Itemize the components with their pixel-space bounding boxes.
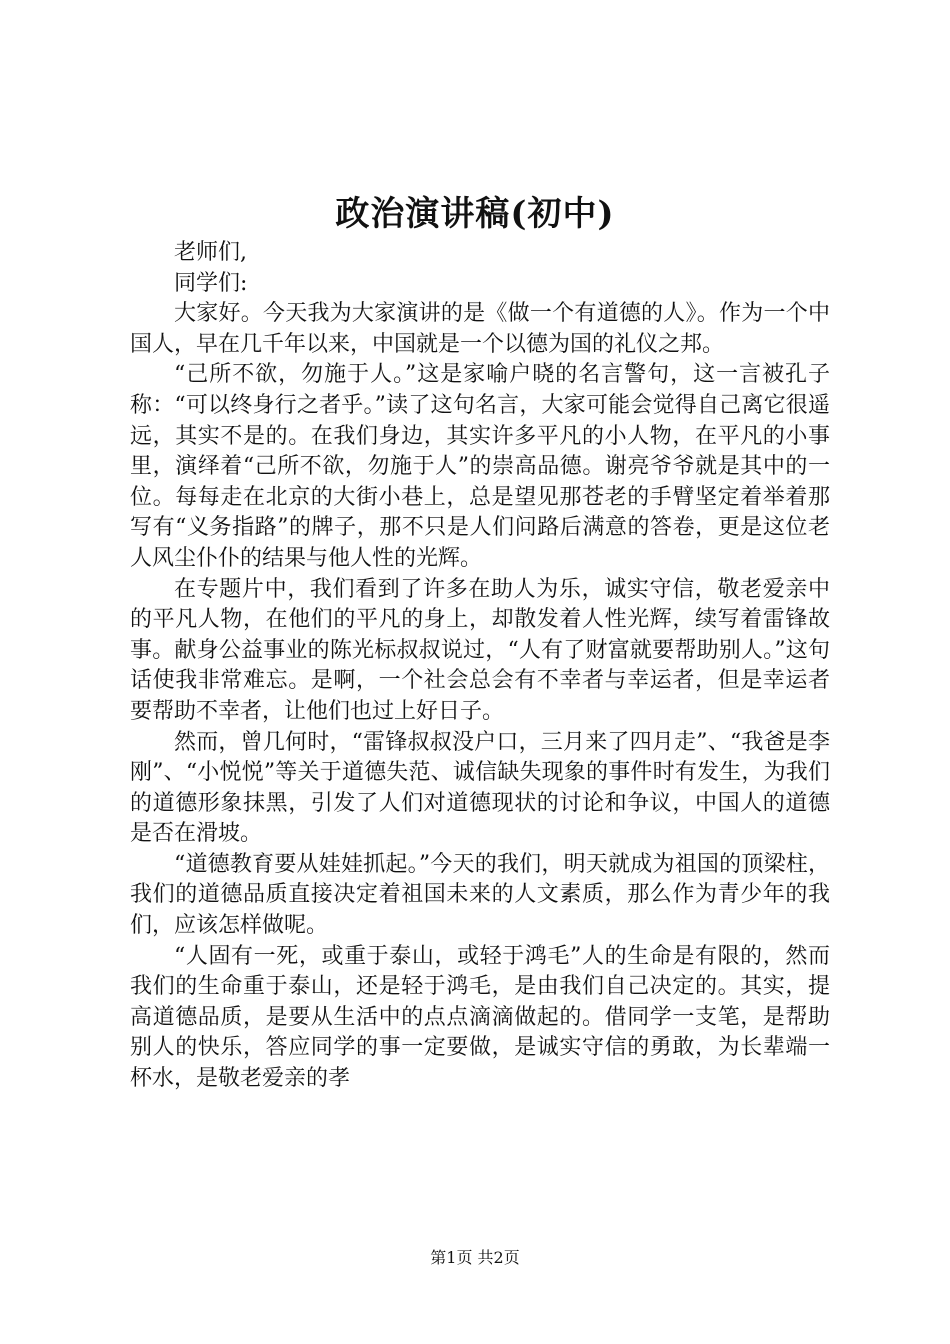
- paragraph: “人固有一死，或重于泰山，或轻于鸿毛”人的生命是有限的，然而我们的生命重于泰山，还是轻于鸿毛，是由我们自己决定的。其实，提高道德品质，是要从生活中的点点滴滴做起的。借同学一支笔，是帮助别人的快乐，答应同学的事一定要做，是诚实守信的勇敢，为长辈端一杯水，是敬老爱亲的孝: [130, 943, 830, 1092]
- document-body: [130, 238, 830, 1095]
- paragraph: 大家好。今天我为大家演讲的是《做一个有道德的人》。作为一个中国人，早在几千年以来，中国就是一个以德为国的礼仪之邦。: [130, 301, 830, 357]
- paragraph: “己所不欲，勿施于人。”这是家喻户晓的名言警句，这一言被孔子称：“可以终身行之者乎。”读了这句名言，大家可能会觉得自己离它很遥远，其实不是的。在我们身边，其实许多平凡的小人物，在平凡的小事里，演绎着“己所不欲，勿施于人”的崇高品德。谢亮爷爷就是其中的一位。每每走在北京的大街小巷上，总是望见那苍老的手臂坚定着举着那写有“义务指路”的牌子，那不只是人们问路后满意的答卷，更是这位老人风尘仆仆的结果与他人性的光辉。: [130, 362, 830, 571]
- paragraph: 然而，曾几何时，“雷锋叔叔没户口，三月来了四月走”、“我爸是李刚”、“小悦悦”等关于道德失范、诚信缺失现象的事件时有发生，为我们的道德形象抹黑，引发了人们对道德现状的讨论和争议，中国人的道德是否在滑坡。: [130, 729, 830, 847]
- paragraph: “道德教育要从娃娃抓起。”今天的我们，明天就成为祖国的顶梁柱，我们的道德品质直接决定着祖国未来的人文素质，那么作为青少年的我们，应该怎样做呢。: [130, 851, 830, 939]
- page-number-footer: 第1页 共2页: [430, 1248, 520, 1267]
- salutation-students: 同学们:: [174, 270, 248, 296]
- document-title: 政治演讲稿(初中): [335, 194, 615, 234]
- paragraph: 在专题片中，我们看到了许多在助人为乐，诚实守信，敬老爱亲中的平凡人物，在他们的平凡的身上，却散发着人性光辉，续写着雷锋故事。献身公益事业的陈光标叔叔说过，“人有了财富就要帮助别人。”这句话使我非常难忘。是啊，一个社会总会有不幸者与幸运者，但是幸运者要帮助不幸者，让他们也过上好日子。: [130, 576, 830, 724]
- salutation-teachers: 老师们,: [174, 240, 247, 265]
